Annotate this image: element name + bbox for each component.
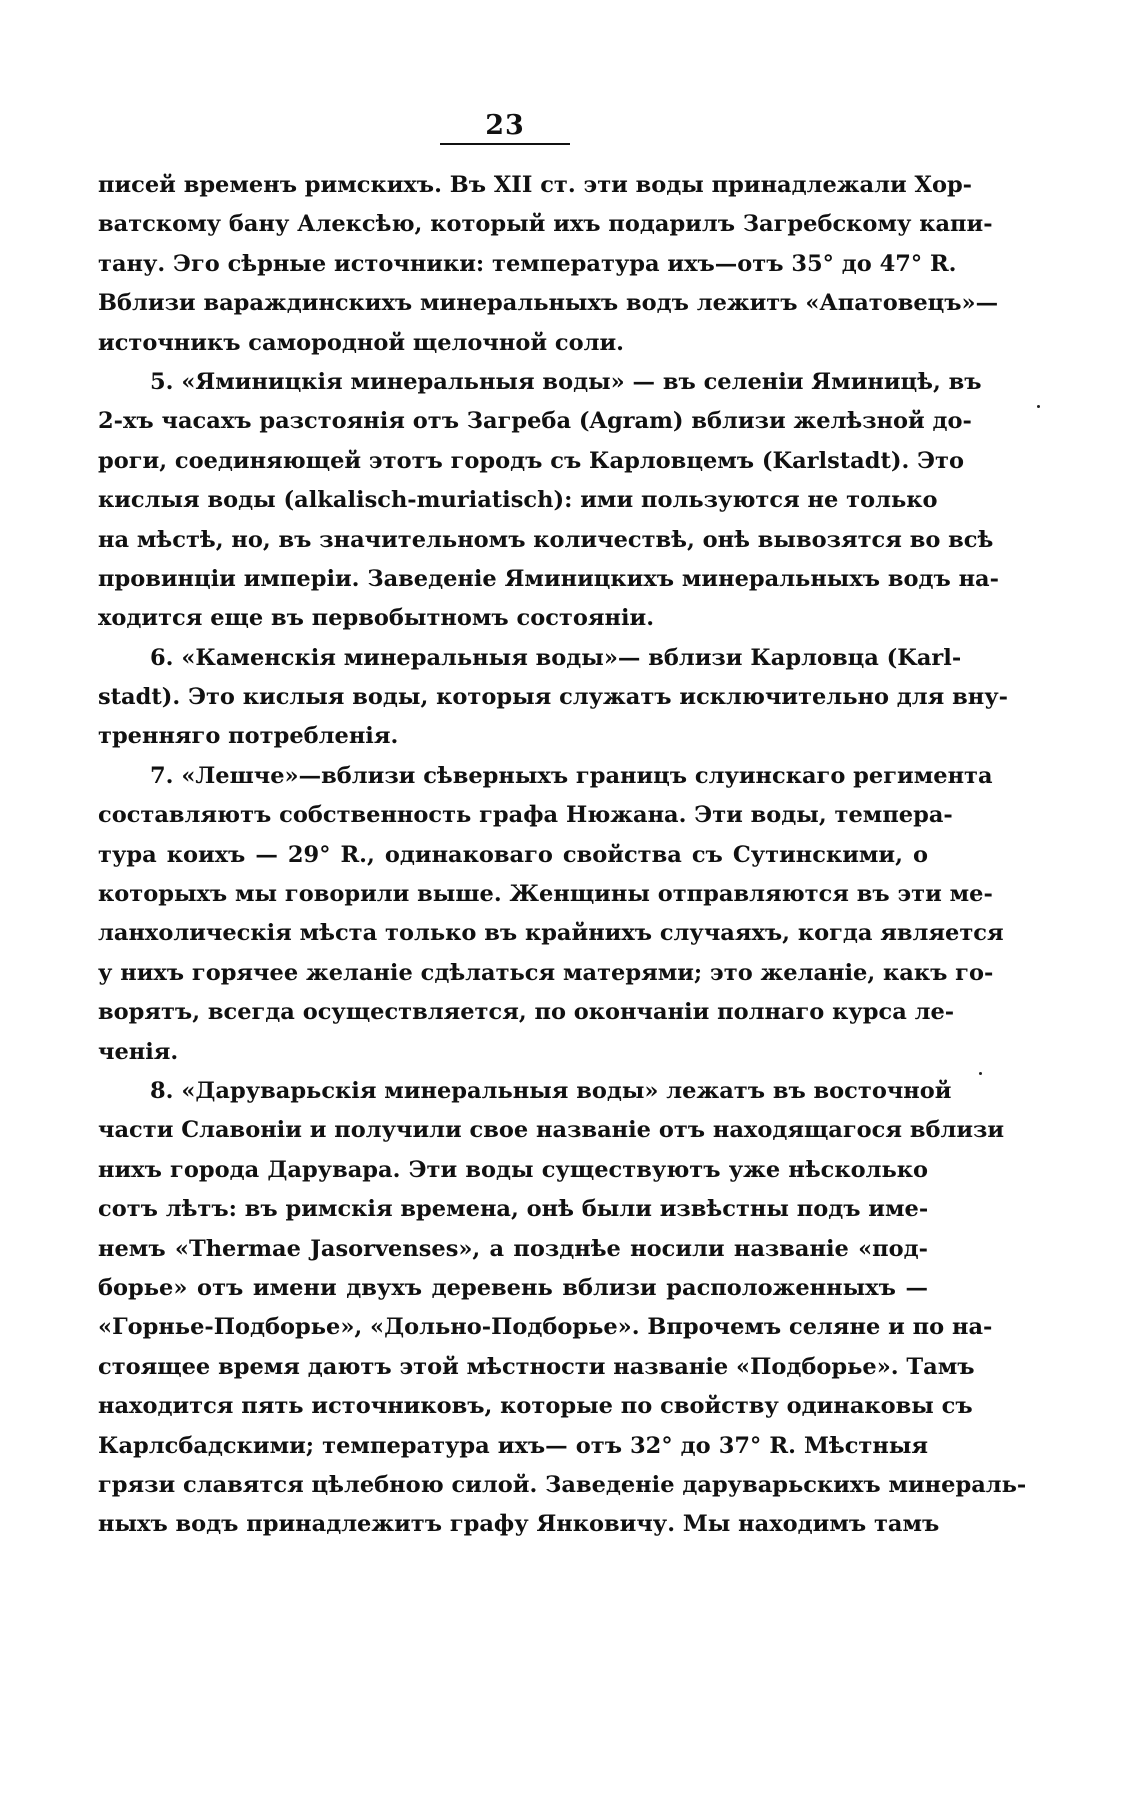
text-line: находится пять источниковъ, которые по свойству одинаковы съ bbox=[98, 1393, 973, 1420]
text-line: ворятъ, всегда осуществляется, по окончаніи полнаго курса ле- bbox=[98, 999, 955, 1026]
text-line: которыхъ мы говорили выше. Женщины отправляются въ эти ме- bbox=[98, 881, 993, 908]
text-line: грязи славятся цѣлебною силой. Заведеніе даруварьскихъ минераль- bbox=[98, 1471, 1027, 1498]
text-line: на мѣстѣ, но, въ значительномъ количествѣ, онѣ вывозятся во всѣ bbox=[98, 526, 994, 553]
text-line: ченія. bbox=[98, 1038, 179, 1065]
text-line: сотъ лѣтъ: въ римскія времена, онѣ были извѣстны подъ име- bbox=[98, 1196, 929, 1223]
text-line: провинціи имперіи. Заведеніе Яминицкихъ минеральныхъ водъ на- bbox=[98, 565, 999, 592]
text-line: ходится еще въ первобытномъ состояніи. bbox=[98, 605, 655, 632]
text-line: стоящее время даютъ этой мѣстности названіе «Подборье». Тамъ bbox=[98, 1353, 975, 1380]
page-number: 23 bbox=[485, 110, 525, 141]
text-line: писей временъ римскихъ. Въ XII ст. эти воды принадлежали Хор- bbox=[98, 172, 973, 198]
text-line: тренняго потребленія. bbox=[98, 723, 399, 750]
text-line: Вблизи вараждинскихъ минеральныхъ водъ лежитъ «Апатовецъ»— bbox=[98, 290, 999, 317]
text-line: 5. «Яминицкія минеральныя воды» — въ селеніи Яминицѣ, въ bbox=[150, 368, 982, 395]
text-line: части Славоніи и получили свое названіе отъ находящагося вблизи bbox=[98, 1117, 1005, 1144]
text-line: 8. «Даруварьскія минеральныя воды» лежатъ въ восточной bbox=[150, 1077, 952, 1104]
text-line: «Горнье-Подборье», «Дольно-Подборье». Впрочемъ селяне и по на- bbox=[98, 1314, 993, 1341]
text-line: немъ «Thermae Jasorvenses», а позднѣе носили названіе «под- bbox=[98, 1235, 928, 1262]
text-line: источникъ самородной щелочной соли. bbox=[98, 329, 624, 356]
text-line: тура коихъ — 29° R., одинаковаго свойства съ Сутинскими, о bbox=[98, 841, 928, 868]
scan-speck bbox=[979, 1072, 982, 1075]
text-line: роги, соединяющей этотъ городъ съ Карловцемъ (Karlstadt). Это bbox=[98, 447, 964, 474]
text-line: у нихъ горячее желаніе сдѣлаться матерями; это желаніе, какъ го- bbox=[98, 959, 994, 986]
text-line: борье» отъ имени двухъ деревень вблизи расположенныхъ — bbox=[98, 1274, 928, 1301]
text-line: составляютъ собственность графа Нюжана. Эти воды, темпера- bbox=[98, 802, 953, 829]
text-line: кислыя воды (alkalisch-muriatisch): ими пользуются не только bbox=[98, 487, 938, 514]
text-line: тану. Эго сѣрные источники: температура ихъ—отъ 35° до 47° R. bbox=[98, 250, 957, 277]
text-line: Карлсбадскими; температура ихъ— отъ 32° до 37° R. Мѣстныя bbox=[98, 1432, 928, 1459]
scan-speck bbox=[1037, 405, 1040, 408]
text-line: ланхолическія мѣста только въ крайнихъ случаяхъ, когда является bbox=[98, 920, 1004, 947]
text-line: ватскому бану Алексѣю, который ихъ подарилъ Загребскому капи- bbox=[98, 211, 993, 238]
header-rule bbox=[440, 143, 570, 145]
body-text bbox=[98, 166, 1027, 1545]
text-line: stadt). Это кислыя воды, которыя служатъ исключительно для вну- bbox=[98, 684, 1008, 711]
text-line: ныхъ водъ принадлежитъ графу Янковичу. Мы находимъ тамъ bbox=[98, 1511, 940, 1538]
text-line: нихъ города Дарувара. Эти воды существуютъ уже нѣсколько bbox=[98, 1156, 928, 1183]
text-line: 2-хъ часахъ разстоянія отъ Загреба (Agram) вблизи желѣзной до- bbox=[98, 408, 972, 435]
text-line: 6. «Каменскія минеральныя воды»— вблизи Карловца (Karl- bbox=[150, 644, 962, 671]
text-line: 7. «Лешче»—вблизи сѣверныхъ границъ слуинскаго регимента bbox=[150, 762, 993, 789]
